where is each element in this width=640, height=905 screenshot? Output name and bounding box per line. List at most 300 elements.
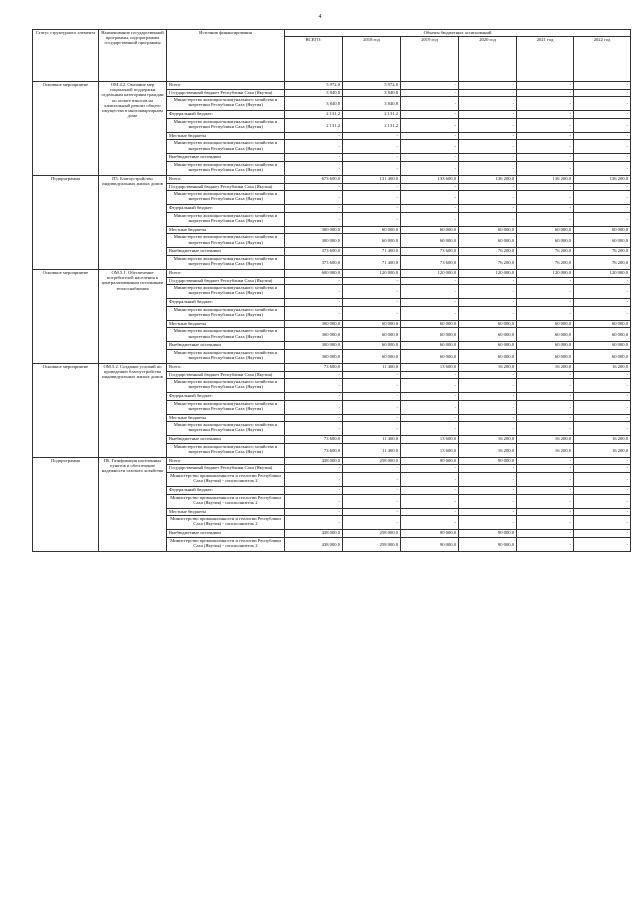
- amount-cell: 76 200,0: [459, 255, 517, 269]
- amount-cell: -: [574, 118, 631, 132]
- funding-source-label: Федеральный бюджет:: [167, 393, 285, 401]
- amount-cell: -: [401, 508, 459, 516]
- amount-cell: -: [517, 132, 574, 140]
- amount-cell: -: [285, 285, 343, 299]
- amount-cell: 60 000,0: [343, 342, 401, 350]
- amount-cell: 73 600,0: [285, 443, 343, 457]
- program-name: ОМ.5.2. Создание условий по проведению благоустройства индивидуальных жилых домов: [99, 363, 167, 457]
- executor-label: Министерство жилищно-коммунального хозяйства и энергетики Республики Саха (Якутия): [167, 422, 285, 436]
- amount-cell: -: [574, 530, 631, 538]
- amount-cell: -: [517, 111, 574, 119]
- amount-cell: -: [574, 277, 631, 285]
- amount-cell: -: [343, 212, 401, 226]
- amount-cell: 438 000,0: [285, 537, 343, 551]
- header-budget: Объемы бюджетных ассигнований: [285, 30, 631, 37]
- amount-cell: -: [574, 465, 631, 473]
- amount-cell: -: [401, 414, 459, 422]
- amount-cell: -: [459, 154, 517, 162]
- amount-cell: -: [574, 422, 631, 436]
- executor-label: Министерство жилищно-коммунального хозяйства и энергетики Республики Саха (Якутия): [167, 349, 285, 363]
- amount-cell: -: [517, 285, 574, 299]
- amount-cell: -: [343, 183, 401, 191]
- amount-cell: -: [343, 422, 401, 436]
- program-name: ОМ.5.1. Обеспечение потребителей населения к централизованным источникам теплоснабжения: [99, 269, 167, 363]
- executor-label: Министерство жилищно-коммунального хозяйства и энергетики Республики Саха (Якутия): [167, 140, 285, 154]
- amount-cell: -: [401, 183, 459, 191]
- amount-cell: -: [517, 154, 574, 162]
- amount-cell: -: [574, 400, 631, 414]
- amount-cell: -: [517, 371, 574, 379]
- amount-cell: 60 000,0: [343, 320, 401, 328]
- amount-cell: 16 200,0: [574, 436, 631, 444]
- amount-cell: -: [459, 306, 517, 320]
- amount-cell: -: [459, 82, 517, 90]
- amount-cell: -: [517, 457, 574, 465]
- amount-cell: -: [343, 191, 401, 205]
- amount-cell: -: [574, 154, 631, 162]
- header-col-2022: 2022 год: [574, 37, 631, 82]
- amount-cell: -: [285, 277, 343, 285]
- structural-element-status: Основное мероприятие: [33, 82, 99, 176]
- amount-cell: -: [401, 132, 459, 140]
- amount-cell: -: [459, 487, 517, 495]
- funding-source-label: Федеральный бюджет:: [167, 205, 285, 213]
- amount-cell: 60 000,0: [459, 234, 517, 248]
- amount-cell: -: [343, 161, 401, 175]
- amount-cell: -: [459, 89, 517, 97]
- amount-cell: -: [517, 277, 574, 285]
- amount-cell: -: [574, 516, 631, 530]
- executor-label: Министерство промышленности и геологии Республики Саха (Якутия) - соисполнитель 2: [167, 473, 285, 487]
- funding-source-label: Внебюджетные источники: [167, 436, 285, 444]
- amount-cell: 258 000,0: [343, 457, 401, 465]
- amount-cell: -: [517, 299, 574, 307]
- amount-cell: -: [517, 161, 574, 175]
- executor-label: Министерство жилищно-коммунального хозяйства и энергетики Республики Саха (Якутия): [167, 212, 285, 226]
- amount-cell: -: [343, 494, 401, 508]
- header-col-2018: 2018 год: [343, 37, 401, 82]
- amount-cell: 300 000,0: [285, 328, 343, 342]
- amount-cell: -: [343, 465, 401, 473]
- amount-cell: 60 000,0: [459, 226, 517, 234]
- amount-cell: -: [517, 212, 574, 226]
- amount-cell: -: [401, 118, 459, 132]
- amount-cell: -: [343, 306, 401, 320]
- amount-cell: -: [574, 306, 631, 320]
- header-col-total: ВСЕГО:: [285, 37, 343, 82]
- funding-source-label: Всего:: [167, 363, 285, 371]
- amount-cell: -: [574, 414, 631, 422]
- amount-cell: -: [574, 82, 631, 90]
- amount-cell: 16 200,0: [574, 443, 631, 457]
- amount-cell: -: [459, 161, 517, 175]
- amount-cell: 60 000,0: [401, 328, 459, 342]
- amount-cell: -: [401, 516, 459, 530]
- amount-cell: -: [574, 537, 631, 551]
- amount-cell: -: [285, 465, 343, 473]
- amount-cell: 2 131,2: [285, 118, 343, 132]
- amount-cell: 16 200,0: [517, 443, 574, 457]
- amount-cell: -: [401, 89, 459, 97]
- amount-cell: 16 200,0: [517, 436, 574, 444]
- header-col-2019: 2019 год: [401, 37, 459, 82]
- amount-cell: -: [343, 487, 401, 495]
- amount-cell: 438 000,0: [285, 530, 343, 538]
- amount-cell: -: [517, 82, 574, 90]
- amount-cell: -: [285, 205, 343, 213]
- amount-cell: 76 200,0: [459, 248, 517, 256]
- executor-label: Министерство промышленности и геологии Республики Саха (Якутия) - соисполнитель 2: [167, 494, 285, 508]
- amount-cell: -: [517, 140, 574, 154]
- amount-cell: -: [574, 299, 631, 307]
- amount-cell: -: [343, 516, 401, 530]
- amount-cell: -: [285, 422, 343, 436]
- table-row: [33, 363, 631, 371]
- amount-cell: -: [574, 89, 631, 97]
- funding-source-label: Местные бюджеты: [167, 320, 285, 328]
- amount-cell: 133 600,0: [401, 175, 459, 183]
- amount-cell: -: [459, 191, 517, 205]
- amount-cell: 76 200,0: [517, 248, 574, 256]
- amount-cell: -: [517, 530, 574, 538]
- amount-cell: -: [343, 205, 401, 213]
- funding-source-label: Местные бюджеты: [167, 226, 285, 234]
- structural-element-status: Основное мероприятие: [33, 363, 99, 457]
- amount-cell: 13 600,0: [401, 363, 459, 371]
- executor-label: Министерство жилищно-коммунального хозяйства и энергетики Республики Саха (Якутия): [167, 234, 285, 248]
- amount-cell: -: [285, 379, 343, 393]
- amount-cell: -: [459, 111, 517, 119]
- amount-cell: -: [401, 205, 459, 213]
- amount-cell: -: [574, 191, 631, 205]
- amount-cell: 60 000,0: [401, 349, 459, 363]
- amount-cell: -: [343, 371, 401, 379]
- amount-cell: 76 200,0: [574, 255, 631, 269]
- amount-cell: -: [401, 306, 459, 320]
- amount-cell: -: [285, 400, 343, 414]
- amount-cell: -: [401, 422, 459, 436]
- amount-cell: 3 840,8: [285, 97, 343, 111]
- amount-cell: 16 200,0: [459, 443, 517, 457]
- amount-cell: -: [459, 400, 517, 414]
- amount-cell: -: [574, 457, 631, 465]
- executor-label: Министерство жилищно-коммунального хозяйства и энергетики Республики Саха (Якутия): [167, 191, 285, 205]
- amount-cell: 60 000,0: [517, 234, 574, 248]
- funding-source-label: Местные бюджеты: [167, 508, 285, 516]
- amount-cell: -: [285, 414, 343, 422]
- amount-cell: -: [459, 379, 517, 393]
- amount-cell: 136 200,0: [517, 175, 574, 183]
- program-name: П5. Благоустройство индивидуальных жилых домов: [99, 175, 167, 269]
- amount-cell: 16 200,0: [459, 363, 517, 371]
- amount-cell: 373 600,0: [285, 248, 343, 256]
- funding-source-label: Государственный бюджет Республики Саха (Якутия): [167, 89, 285, 97]
- amount-cell: -: [574, 97, 631, 111]
- amount-cell: -: [401, 299, 459, 307]
- amount-cell: 300 000,0: [285, 349, 343, 363]
- amount-cell: 16 200,0: [574, 363, 631, 371]
- amount-cell: -: [401, 111, 459, 119]
- amount-cell: 60 000,0: [517, 349, 574, 363]
- amount-cell: -: [401, 400, 459, 414]
- amount-cell: -: [401, 161, 459, 175]
- amount-cell: -: [574, 487, 631, 495]
- amount-cell: -: [285, 212, 343, 226]
- amount-cell: -: [401, 97, 459, 111]
- funding-source-label: Внебюджетные источники: [167, 342, 285, 350]
- executor-label: Министерство жилищно-коммунального хозяйства и энергетики Республики Саха (Якутия): [167, 443, 285, 457]
- amount-cell: 90 000,0: [459, 530, 517, 538]
- amount-cell: -: [401, 393, 459, 401]
- amount-cell: -: [517, 205, 574, 213]
- amount-cell: -: [401, 277, 459, 285]
- amount-cell: 73 600,0: [285, 363, 343, 371]
- amount-cell: -: [459, 285, 517, 299]
- amount-cell: -: [459, 414, 517, 422]
- amount-cell: 16 200,0: [459, 436, 517, 444]
- amount-cell: 60 000,0: [574, 342, 631, 350]
- amount-cell: 300 000,0: [285, 320, 343, 328]
- amount-cell: -: [517, 191, 574, 205]
- amount-cell: 60 000,0: [459, 328, 517, 342]
- amount-cell: 131 400,0: [343, 175, 401, 183]
- amount-cell: -: [285, 371, 343, 379]
- amount-cell: -: [285, 161, 343, 175]
- amount-cell: 60 000,0: [517, 226, 574, 234]
- amount-cell: 3 840,8: [285, 89, 343, 97]
- amount-cell: 73 600,0: [401, 255, 459, 269]
- funding-source-label: Государственный бюджет Республики Саха (Якутия): [167, 371, 285, 379]
- funding-source-label: Всего:: [167, 82, 285, 90]
- amount-cell: 60 000,0: [343, 349, 401, 363]
- header-col-2021: 2021 год: [517, 37, 574, 82]
- amount-cell: -: [343, 400, 401, 414]
- amount-cell: -: [517, 97, 574, 111]
- amount-cell: 73 600,0: [285, 436, 343, 444]
- amount-cell: -: [343, 508, 401, 516]
- funding-source-label: Местные бюджеты: [167, 132, 285, 140]
- program-name: П6. Газификация населенных пунктов и обеспечение надежности газового хозяйства: [99, 457, 167, 551]
- amount-cell: 600 000,0: [285, 269, 343, 277]
- amount-cell: 373 600,0: [285, 255, 343, 269]
- amount-cell: 136 200,0: [574, 175, 631, 183]
- executor-label: Министерство промышленности и геологии Республики Саха (Якутия) - соисполнитель 2: [167, 537, 285, 551]
- amount-cell: 2 131,2: [285, 111, 343, 119]
- amount-cell: -: [285, 183, 343, 191]
- amount-cell: -: [459, 97, 517, 111]
- page-number: 4: [318, 14, 322, 20]
- amount-cell: -: [459, 516, 517, 530]
- funding-source-label: Федеральный бюджет:: [167, 299, 285, 307]
- amount-cell: 300 000,0: [285, 342, 343, 350]
- amount-cell: -: [401, 465, 459, 473]
- funding-source-label: Местные бюджеты: [167, 414, 285, 422]
- amount-cell: -: [459, 118, 517, 132]
- amount-cell: 300 000,0: [285, 234, 343, 248]
- amount-cell: -: [517, 183, 574, 191]
- amount-cell: 13 600,0: [401, 443, 459, 457]
- amount-cell: 76 200,0: [574, 248, 631, 256]
- header-source: Источник финансирования: [167, 30, 285, 82]
- amount-cell: 2 131,2: [343, 118, 401, 132]
- amount-cell: -: [459, 371, 517, 379]
- amount-cell: 60 000,0: [459, 320, 517, 328]
- amount-cell: 60 000,0: [401, 226, 459, 234]
- funding-source-label: Государственный бюджет Республики Саха (Якутия): [167, 277, 285, 285]
- amount-cell: 11 400,0: [343, 436, 401, 444]
- amount-cell: -: [459, 132, 517, 140]
- amount-cell: 60 000,0: [401, 320, 459, 328]
- table-row: [33, 269, 631, 277]
- amount-cell: -: [517, 422, 574, 436]
- amount-cell: -: [401, 191, 459, 205]
- amount-cell: -: [574, 508, 631, 516]
- amount-cell: -: [343, 277, 401, 285]
- amount-cell: 60 000,0: [574, 328, 631, 342]
- structural-element-status: Подпрограмма: [33, 175, 99, 269]
- amount-cell: 11 400,0: [343, 443, 401, 457]
- amount-cell: -: [459, 205, 517, 213]
- amount-cell: -: [401, 82, 459, 90]
- amount-cell: 71 400,0: [343, 248, 401, 256]
- header-status: Статус структурного элемента: [33, 30, 99, 82]
- amount-cell: 60 000,0: [574, 226, 631, 234]
- table-row: [33, 457, 631, 465]
- amount-cell: -: [574, 393, 631, 401]
- budget-table: [32, 29, 631, 552]
- amount-cell: 136 200,0: [459, 175, 517, 183]
- amount-cell: -: [401, 487, 459, 495]
- amount-cell: -: [574, 140, 631, 154]
- amount-cell: 60 000,0: [401, 234, 459, 248]
- executor-label: Министерство жилищно-коммунального хозяйства и энергетики Республики Саха (Якутия): [167, 306, 285, 320]
- amount-cell: 3 840,8: [343, 97, 401, 111]
- table-body: [33, 82, 631, 552]
- amount-cell: -: [574, 132, 631, 140]
- executor-label: Министерство жилищно-коммунального хозяйства и энергетики Республики Саха (Якутия): [167, 118, 285, 132]
- amount-cell: 90 000,0: [401, 530, 459, 538]
- amount-cell: -: [574, 494, 631, 508]
- amount-cell: -: [343, 285, 401, 299]
- amount-cell: 3 840,8: [343, 89, 401, 97]
- amount-cell: -: [285, 487, 343, 495]
- executor-label: Министерство жилищно-коммунального хозяйства и энергетики Республики Саха (Якутия): [167, 97, 285, 111]
- amount-cell: -: [401, 371, 459, 379]
- amount-cell: -: [459, 277, 517, 285]
- amount-cell: -: [517, 537, 574, 551]
- amount-cell: -: [517, 379, 574, 393]
- amount-cell: -: [574, 285, 631, 299]
- amount-cell: -: [517, 89, 574, 97]
- amount-cell: 90 000,0: [401, 537, 459, 551]
- amount-cell: 90 000,0: [401, 457, 459, 465]
- funding-source-label: Всего:: [167, 175, 285, 183]
- amount-cell: -: [343, 299, 401, 307]
- executor-label: Министерство жилищно-коммунального хозяйства и энергетики Республики Саха (Якутия): [167, 285, 285, 299]
- amount-cell: -: [517, 508, 574, 516]
- amount-cell: 60 000,0: [401, 342, 459, 350]
- amount-cell: -: [285, 473, 343, 487]
- amount-cell: 60 000,0: [459, 349, 517, 363]
- amount-cell: 60 000,0: [343, 234, 401, 248]
- amount-cell: 73 600,0: [401, 248, 459, 256]
- amount-cell: 258 000,0: [343, 537, 401, 551]
- amount-cell: -: [517, 473, 574, 487]
- amount-cell: -: [517, 306, 574, 320]
- amount-cell: -: [459, 212, 517, 226]
- amount-cell: 60 000,0: [343, 226, 401, 234]
- amount-cell: -: [459, 422, 517, 436]
- amount-cell: 60 000,0: [343, 328, 401, 342]
- amount-cell: -: [517, 393, 574, 401]
- amount-cell: -: [517, 414, 574, 422]
- executor-label: Министерство промышленности и геологии Республики Саха (Якутия) - соисполнитель 2: [167, 516, 285, 530]
- funding-source-label: Государственный бюджет Республики Саха (Якутия): [167, 465, 285, 473]
- amount-cell: -: [574, 371, 631, 379]
- table-row: [33, 175, 631, 183]
- amount-cell: -: [343, 393, 401, 401]
- amount-cell: -: [574, 473, 631, 487]
- amount-cell: -: [285, 140, 343, 154]
- amount-cell: -: [285, 508, 343, 516]
- amount-cell: -: [343, 154, 401, 162]
- amount-cell: 60 000,0: [574, 234, 631, 248]
- executor-label: Министерство жилищно-коммунального хозяйства и энергетики Республики Саха (Якутия): [167, 400, 285, 414]
- amount-cell: 120 000,0: [574, 269, 631, 277]
- executor-label: Министерство жилищно-коммунального хозяйства и энергетики Республики Саха (Якутия): [167, 379, 285, 393]
- amount-cell: -: [517, 400, 574, 414]
- amount-cell: -: [401, 285, 459, 299]
- funding-source-label: Федеральный бюджет:: [167, 487, 285, 495]
- amount-cell: 76 200,0: [517, 255, 574, 269]
- amount-cell: -: [574, 111, 631, 119]
- amount-cell: 60 000,0: [574, 349, 631, 363]
- amount-cell: 673 600,0: [285, 175, 343, 183]
- amount-cell: 120 000,0: [459, 269, 517, 277]
- amount-cell: -: [343, 140, 401, 154]
- funding-source-label: Государственный бюджет Республики Саха (Якутия): [167, 183, 285, 191]
- amount-cell: -: [517, 494, 574, 508]
- executor-label: Министерство жилищно-коммунального хозяйства и энергетики Республики Саха (Якутия): [167, 161, 285, 175]
- amount-cell: -: [517, 516, 574, 530]
- amount-cell: 16 200,0: [517, 363, 574, 371]
- amount-cell: -: [401, 494, 459, 508]
- executor-label: Министерство жилищно-коммунального хозяйства и энергетики Республики Саха (Якутия): [167, 328, 285, 342]
- executor-label: Министерство жилищно-коммунального хозяйства и энергетики Республики Саха (Якутия): [167, 255, 285, 269]
- amount-cell: -: [574, 161, 631, 175]
- amount-cell: -: [285, 516, 343, 530]
- funding-source-label: Внебюджетные источники: [167, 530, 285, 538]
- amount-cell: 120 000,0: [401, 269, 459, 277]
- amount-cell: 120 000,0: [343, 269, 401, 277]
- amount-cell: 13 600,0: [401, 436, 459, 444]
- structural-element-status: Подпрограмма: [33, 457, 99, 551]
- funding-source-label: Всего:: [167, 457, 285, 465]
- amount-cell: 60 000,0: [517, 342, 574, 350]
- amount-cell: 60 000,0: [459, 342, 517, 350]
- amount-cell: -: [343, 414, 401, 422]
- amount-cell: 258 000,0: [343, 530, 401, 538]
- amount-cell: 2 131,2: [343, 111, 401, 119]
- amount-cell: 60 000,0: [517, 320, 574, 328]
- amount-cell: -: [517, 118, 574, 132]
- amount-cell: -: [459, 473, 517, 487]
- amount-cell: -: [343, 132, 401, 140]
- funding-source-label: Внебюджетные источники: [167, 154, 285, 162]
- amount-cell: -: [401, 379, 459, 393]
- amount-cell: -: [459, 299, 517, 307]
- amount-cell: -: [574, 183, 631, 191]
